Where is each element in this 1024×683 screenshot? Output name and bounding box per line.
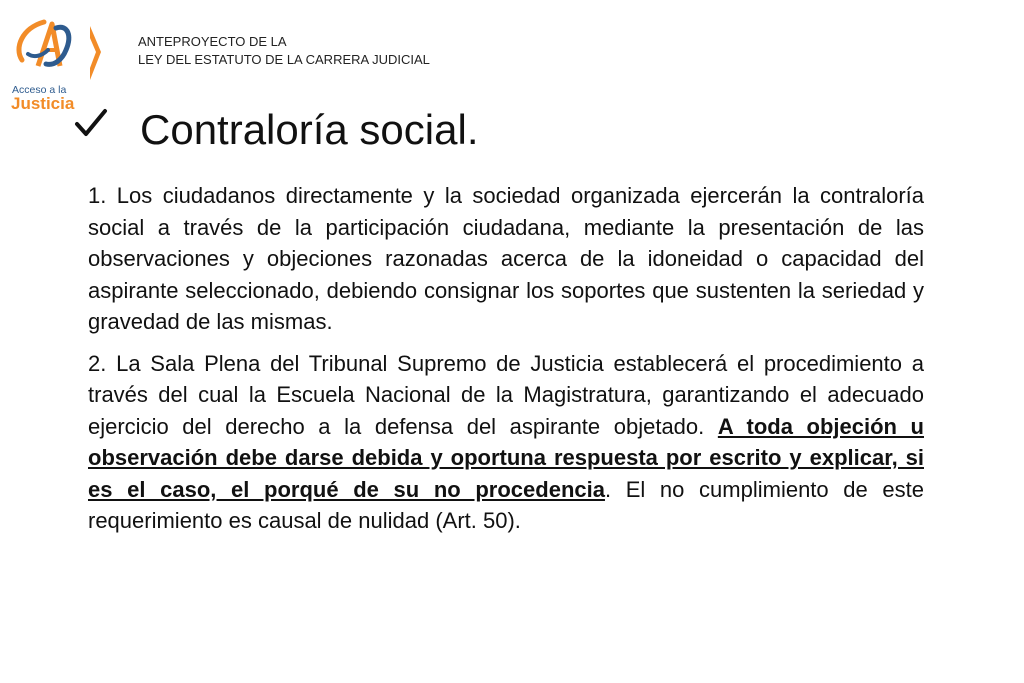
slide-body bbox=[88, 180, 924, 547]
logo-text-bottom: Justicia bbox=[11, 94, 75, 113]
paragraph-2-intro: 2. La Sala Plena del Tribunal Supremo de Justicia establecerá el procedimiento a través del cual la Escuela Nacional de la Magistratura, garantizando el adecuado ejercicio del derecho a la defensa del aspirante objetado. bbox=[88, 350, 924, 439]
paragraph-1: 1. Los ciudadanos directamente y la sociedad organizada ejercerán la contraloría social a través de la participación ciudadana, mediante la presentación de las observaciones y objeciones razonadas acerca de la idoneidad o capacidad del aspirante seleccionado, debiendo consignar los soportes que sustenten la seriedad y gravedad de las mismas. bbox=[88, 183, 924, 334]
document-header bbox=[138, 33, 430, 69]
header-line-1: ANTEPROYECTO DE LA bbox=[138, 34, 287, 49]
logo-mark-icon bbox=[8, 14, 108, 86]
paragraph-2-closing: . El no cumplimiento de este requerimiento es causal de nulidad (Art. 50). bbox=[88, 476, 924, 533]
paragraph-2-emphasis: A toda objeción u observación debe darse debida y oportuna respuesta por escrito y explicar, si es el caso, el porqué de su no procedencia bbox=[88, 413, 924, 502]
acceso-justicia-logo bbox=[8, 14, 104, 113]
checkmark-icon bbox=[74, 106, 108, 140]
header-line-2: LEY DEL ESTATUTO DE LA CARRERA JUDICIAL bbox=[138, 52, 430, 67]
slide-title: Contraloría social. bbox=[140, 106, 479, 153]
paragraph-2 bbox=[88, 348, 924, 537]
logo-text-top: Acceso a la bbox=[12, 84, 67, 96]
